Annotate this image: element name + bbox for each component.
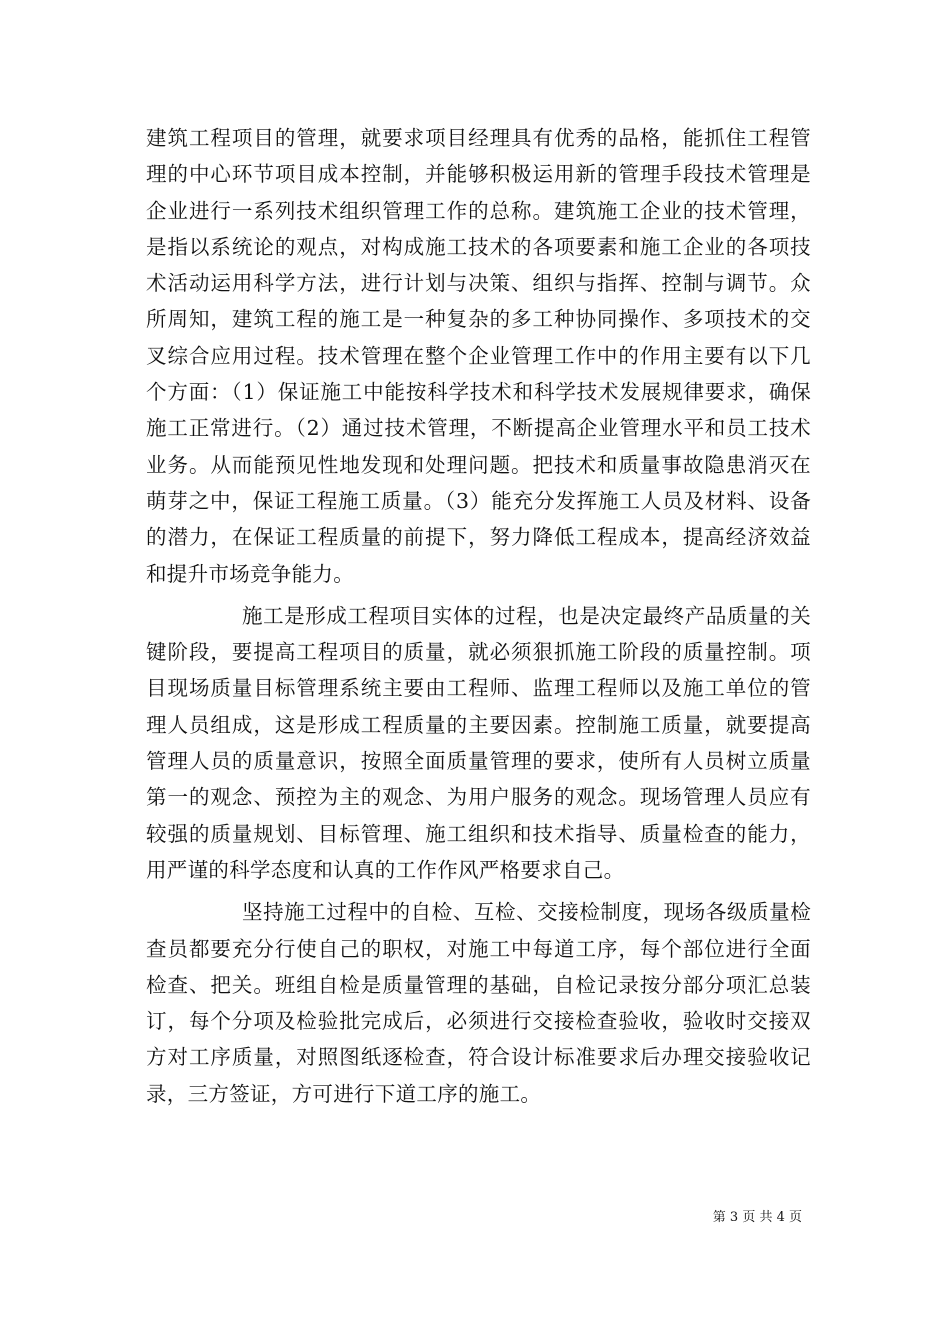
page-number-footer: 第 3 页 共 4 页 <box>712 1210 802 1225</box>
paragraph-technical-management: 建筑工程项目的管理，就要求项目经理具有优秀的品格，能抓住工程管理的中心环节项目成本控制，并能够积极运用新的管理手段技术管理是企业进行一系列技术组织管理工作的总称。建筑施工企业的技术管理，是指以系统论的观点，对构成施工技术的各项要素和施工企业的各项技术活动运用科学方法，进行计划与决策、组织与指挥、控制与调节。众所周知，建筑工程的施工是一种复杂的多工种协同操作、多项技术的交叉综合应用过程。技术管理在整个企业管理工作中的作用主要有以下几个方面：（1）保证施工中能按科学技术和科学技术发展规律要求，确保施工正常进行。（2）通过技术管理，不断提高企业管理水平和员工技术业务。从而能预见性地发现和处理问题。把技术和质量事故隐患消灭在萌芽之中，保证工程施工质量。（3）能充分发挥施工人员及材料、设备的潜力，在保证工程质量的前提下，努力降低工程成本，提高经济效益和提升市场竞争能力。 <box>146 126 811 586</box>
paragraph-inspection-system: 坚持施工过程中的自检、互检、交接检制度，现场各级质量检查员都要充分行使自己的职权，对施工中每道工序，每个部位进行全面检查、把关。班组自检是质量管理的基础，自检记录按分部分项汇总装订，每个分项及检验批完成后，必须进行交接检查验收，验收时交接双方对工序质量，对照图纸逐检查，符合设计标准要求后办理交接验收记录，三方签证，方可进行下道工序的施工。 <box>146 900 811 1106</box>
paragraph-construction-quality: 施工是形成工程项目实体的过程，也是决定最终产品质量的关键阶段，要提高工程项目的质量，就必须狠抓施工阶段的质量控制。项目现场质量目标管理系统主要由工程师、监理工程师以及施工单位的管理人员组成，这是形成工程质量的主要因素。控制施工质量，就要提高管理人员的质量意识，按照全面质量管理的要求，使所有人员树立质量第一的观念、预控为主的观念、为用户服务的观念。现场管理人员应有较强的质量规划、目标管理、施工组织和技术指导、质量检查的能力，用严谨的科学态度和认真的工作作风严格要求自己。 <box>146 603 811 882</box>
body-text <box>146 120 811 1112</box>
